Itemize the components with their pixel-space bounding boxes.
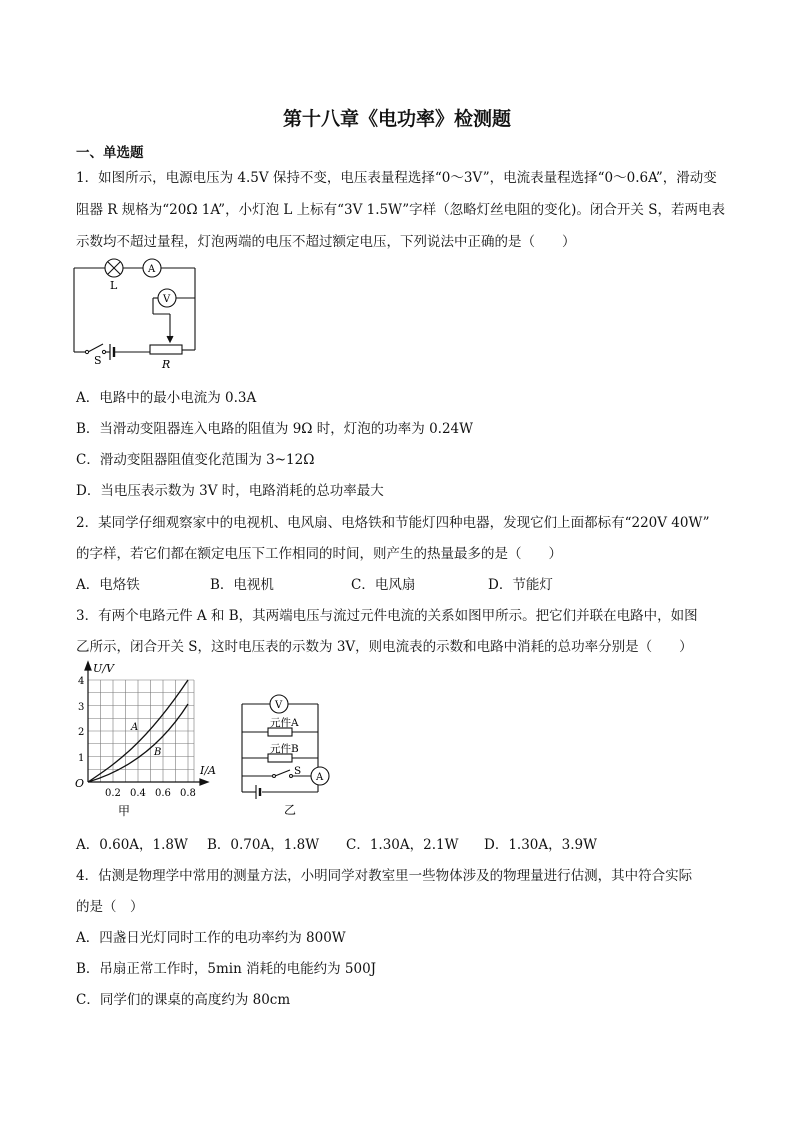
q3-graph-figure [70, 656, 230, 822]
circuit-caption: 乙 [284, 803, 297, 817]
graph-ytick-3: 3 [78, 702, 85, 713]
q3-option-b: B．0.70A，1.8W [207, 837, 320, 853]
q3-option-d: D．1.30A，3.9W [484, 837, 597, 853]
q3-options [76, 833, 736, 853]
q4-line-1: 4．估测是物理学中常用的测量方法，小明同学对教室里一些物体涉及的物理量进行估测，其中符合实际 [76, 868, 693, 884]
q2-line-1: 2．某同学仔细观察家中的电视机、电风扇、电烙铁和节能灯四种电器，发现它们上面都标有“220V 40W” [76, 515, 710, 531]
q3-option-a: A．0.60A，1.8W [76, 837, 188, 853]
q1-option-b: B．当滑动变阻器连入电路的阻值为 9Ω 时，灯泡的功率为 0.24W [76, 421, 474, 437]
graph-origin-label: O [75, 777, 85, 790]
page-title: 第十八章《电功率》检测题 [282, 108, 511, 130]
graph-ytick-4: 4 [78, 676, 85, 687]
q2-option-d: D．节能灯 [488, 577, 553, 593]
q1-line-1: 1．如图所示，电源电压为 4.5V 保持不变，电压表量程选择“0～3V”，电流表量程选择“0～0.6A”，滑动变 [76, 170, 717, 186]
q4-line-2: 的是（ ） [76, 899, 144, 915]
q1-circuit-figure [70, 256, 210, 372]
graph-xtick-3: 0.6 [155, 788, 171, 799]
graph-xtick-2: 0.4 [130, 788, 146, 799]
q1-switch-label: S [94, 354, 102, 367]
q3-line-2: 乙所示，闭合开关 S，这时电压表的示数为 3V，则电流表的示数和电路中消耗的总功率分别是（ ） [76, 639, 693, 655]
q1-voltmeter-label: V [163, 294, 171, 305]
q3-line-1: 3．有两个电路元件 A 和 B，其两端电压与流过元件电流的关系如图甲所示。把它们并联在电路中，如图 [76, 608, 698, 624]
q2-option-c: C．电风扇 [351, 577, 416, 593]
q3-voltmeter-label: V [275, 700, 283, 711]
q1-option-c: C．滑动变阻器阻值变化范围为 3~12Ω [76, 452, 315, 468]
graph-ytick-1: 1 [78, 753, 85, 764]
q1-option-a: A．电路中的最小电流为 0.3A [76, 390, 257, 406]
q2-options [76, 573, 736, 593]
q2-option-b: B．电视机 [210, 577, 274, 593]
graph-curve-a-label: A [131, 722, 139, 733]
graph-y-label: U/V [93, 662, 114, 675]
graph-ytick-2: 2 [78, 727, 85, 738]
q3-element-b-label: 元件B [270, 743, 299, 755]
q3-circuit-figure [236, 690, 340, 818]
graph-xtick-1: 0.2 [105, 788, 121, 799]
graph-x-label: I/A [200, 764, 216, 777]
q1-line-3: 示数均不超过量程，灯泡两端的电压不超过额定电压，下列说法中正确的是（ ） [76, 234, 576, 250]
q1-rheostat-label: R [162, 358, 171, 371]
q3-option-c: C．1.30A，2.1W [346, 837, 459, 853]
q4-option-b: B．吊扇正常工作时，5min 消耗的电能约为 500J [76, 961, 377, 977]
q1-lamp-label: L [110, 279, 118, 292]
graph-caption: 甲 [118, 804, 131, 818]
q1-option-d: D．当电压表示数为 3V 时，电路消耗的总功率最大 [76, 483, 384, 499]
graph-curve-b-label: B [154, 747, 162, 758]
q4-option-c: C．同学们的课桌的高度约为 80cm [76, 992, 291, 1008]
q2-line-2: 的字样，若它们都在额定电压下工作相同的时间，则产生的热量最多的是（ ） [76, 546, 562, 562]
q3-ammeter-label: A [316, 772, 324, 783]
q2-option-a: A．电烙铁 [76, 577, 140, 593]
q3-element-a-label: 元件A [270, 717, 299, 729]
q1-line-2: 阻器 R 规格为“20Ω 1A”，小灯泡 L 上标有“3V 1.5W”字样（忽略灯丝电阻的变化)。闭合开关 S，若两电表 [76, 202, 725, 218]
graph-xtick-4: 0.8 [180, 788, 196, 799]
q3-switch-label: S [294, 765, 302, 777]
q1-ammeter-label: A [148, 264, 156, 275]
section-heading: 一、单选题 [76, 145, 144, 161]
q4-option-a: A．四盏日光灯同时工作的电功率约为 800W [76, 930, 346, 946]
